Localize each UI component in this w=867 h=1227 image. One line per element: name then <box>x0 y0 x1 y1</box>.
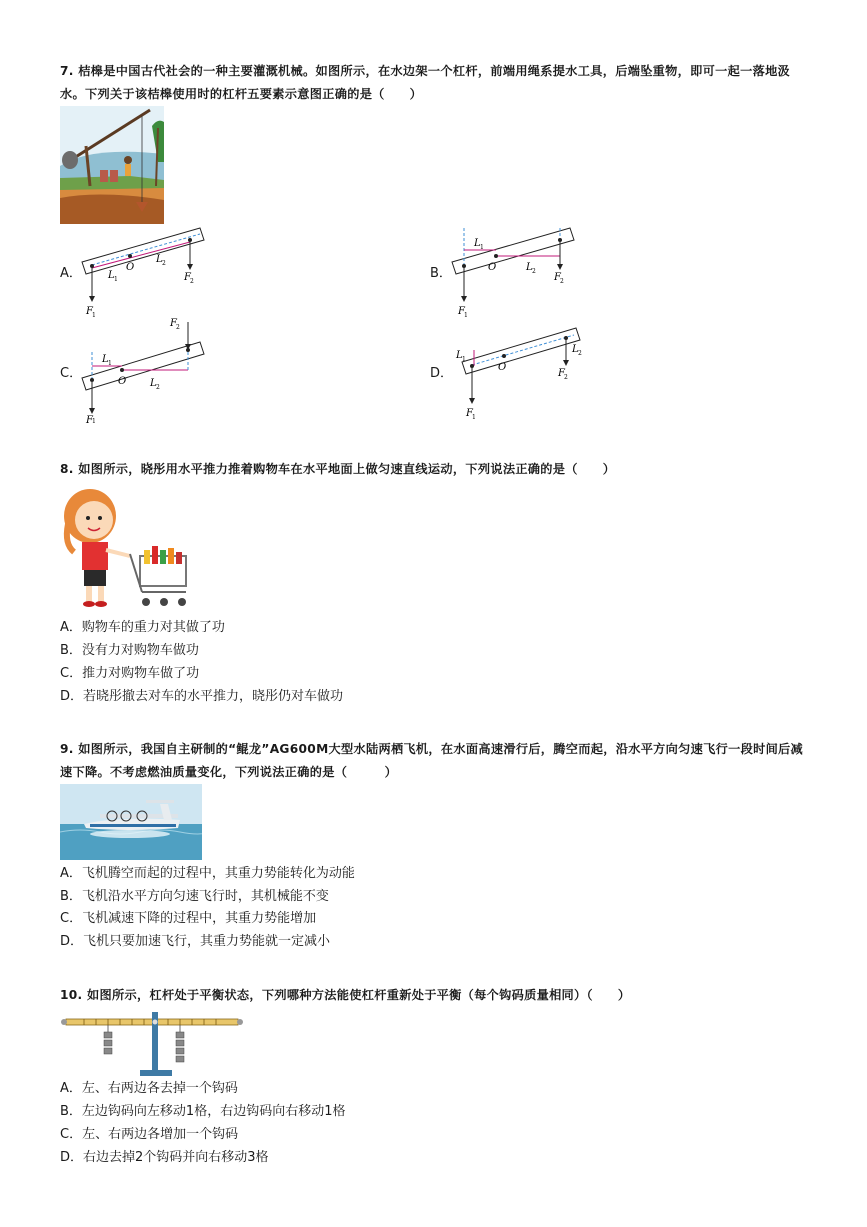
svg-text:F: F <box>458 306 465 317</box>
svg-text:F: F <box>86 306 93 317</box>
q8-shopping-cart-picture <box>60 484 192 612</box>
svg-text:1: 1 <box>114 276 118 283</box>
q10-lever-picture <box>60 1010 244 1080</box>
q8-option-a[interactable]: A．购物车的重力对其做了功 <box>60 620 225 635</box>
q9-stem: 9. 如图所示，我国自主研制的“鲲龙”AG600M大型水陆两栖飞机，在水面高速滑行后，腾空而起，沿水平方向匀速飞行一段时间后减速下降。不考虑燃油质量变化，下列说法正确的是（ ） <box>60 742 804 779</box>
q7-well-sweep-picture <box>60 106 164 224</box>
svg-text:L: L <box>150 378 157 389</box>
q9-option-d[interactable]: D．飞机只要加速飞行，其重力势能就一定减小 <box>60 934 331 949</box>
q7-stem: 7. 桔槔是中国古代社会的一种主要灌溉机械。如图所示，在水边架一个杠杆，前端用绳系提水工具，后端坠重物，即可一起一落地汲水。下列关于该桔槔使用时的杠杆五要素示意图正确的是（ ） <box>60 64 791 101</box>
q8-option-d[interactable]: D．若晓彤撤去对车的水平推力，晓彤仍对车做功 <box>60 689 344 704</box>
svg-text:O: O <box>118 376 127 387</box>
q8-option-c[interactable]: C．推力对购物车做了功 <box>60 666 200 681</box>
q7-option-c-diagram <box>78 312 208 424</box>
svg-text:1: 1 <box>472 414 476 421</box>
svg-text:2: 2 <box>564 374 568 381</box>
svg-text:2: 2 <box>190 278 194 285</box>
q7-option-d-label: D． <box>430 366 454 381</box>
svg-text:1: 1 <box>92 418 96 424</box>
svg-text:O: O <box>488 262 497 273</box>
svg-text:L: L <box>108 270 115 281</box>
svg-text:2: 2 <box>560 278 564 285</box>
q8-stem: 8. 如图所示，晓彤用水平推力推着购物车在水平地面上做匀速直线运动，下列说法正确的是（ ） <box>60 462 616 476</box>
q7-option-b-diagram <box>448 220 578 320</box>
q10-option-b[interactable]: B．左边钩码向左移动1格，右边钩码向右移动1格 <box>60 1104 346 1119</box>
svg-text:L: L <box>474 238 481 249</box>
q10-option-d[interactable]: D．右边去掉2个钩码并向右移动3格 <box>60 1150 269 1165</box>
q7-option-a-diagram <box>78 220 208 320</box>
q10-option-c[interactable]: C．左、右两边各增加一个钩码 <box>60 1127 239 1142</box>
svg-text:L: L <box>572 344 579 355</box>
svg-text:L: L <box>156 254 163 265</box>
q7-option-b-label: B． <box>430 266 452 281</box>
svg-text:1: 1 <box>480 244 484 251</box>
svg-text:F: F <box>554 272 561 283</box>
q10-option-a[interactable]: A．左、右两边各去掉一个钩码 <box>60 1081 238 1096</box>
q7-option-a-label: A． <box>60 266 82 281</box>
svg-text:L: L <box>456 350 463 361</box>
q10-stem: 10. 如图所示，杠杆处于平衡状态，下列哪种方法能使杠杆重新处于平衡（每个钩码质量相同）（ ） <box>60 988 631 1002</box>
svg-text:F: F <box>558 368 565 379</box>
svg-text:2: 2 <box>156 384 160 391</box>
svg-text:2: 2 <box>162 260 166 267</box>
svg-text:1: 1 <box>92 312 96 319</box>
q9-option-b[interactable]: B．飞机沿水平方向匀速飞行时，其机械能不变 <box>60 889 329 904</box>
svg-text:1: 1 <box>462 356 466 363</box>
svg-text:2: 2 <box>176 324 180 331</box>
q7-option-d-diagram <box>448 320 588 424</box>
svg-text:2: 2 <box>578 350 582 357</box>
q8-option-b[interactable]: B．没有力对购物车做功 <box>60 643 199 658</box>
svg-text:F: F <box>86 415 93 424</box>
svg-text:F: F <box>184 272 191 283</box>
svg-text:O: O <box>498 362 507 373</box>
q9-option-a[interactable]: A．飞机腾空而起的过程中，其重力势能转化为动能 <box>60 866 355 881</box>
svg-text:2: 2 <box>532 268 536 275</box>
q7-option-c-label: C． <box>60 366 83 381</box>
svg-text:F: F <box>466 408 473 419</box>
svg-text:F: F <box>170 318 177 329</box>
q9-amphibious-plane-picture <box>60 784 202 860</box>
svg-text:O: O <box>126 262 135 273</box>
svg-text:1: 1 <box>464 312 468 319</box>
q9-option-c[interactable]: C．飞机减速下降的过程中，其重力势能增加 <box>60 911 317 926</box>
svg-text:1: 1 <box>108 360 112 367</box>
svg-text:L: L <box>102 354 109 365</box>
svg-text:L: L <box>526 262 533 273</box>
